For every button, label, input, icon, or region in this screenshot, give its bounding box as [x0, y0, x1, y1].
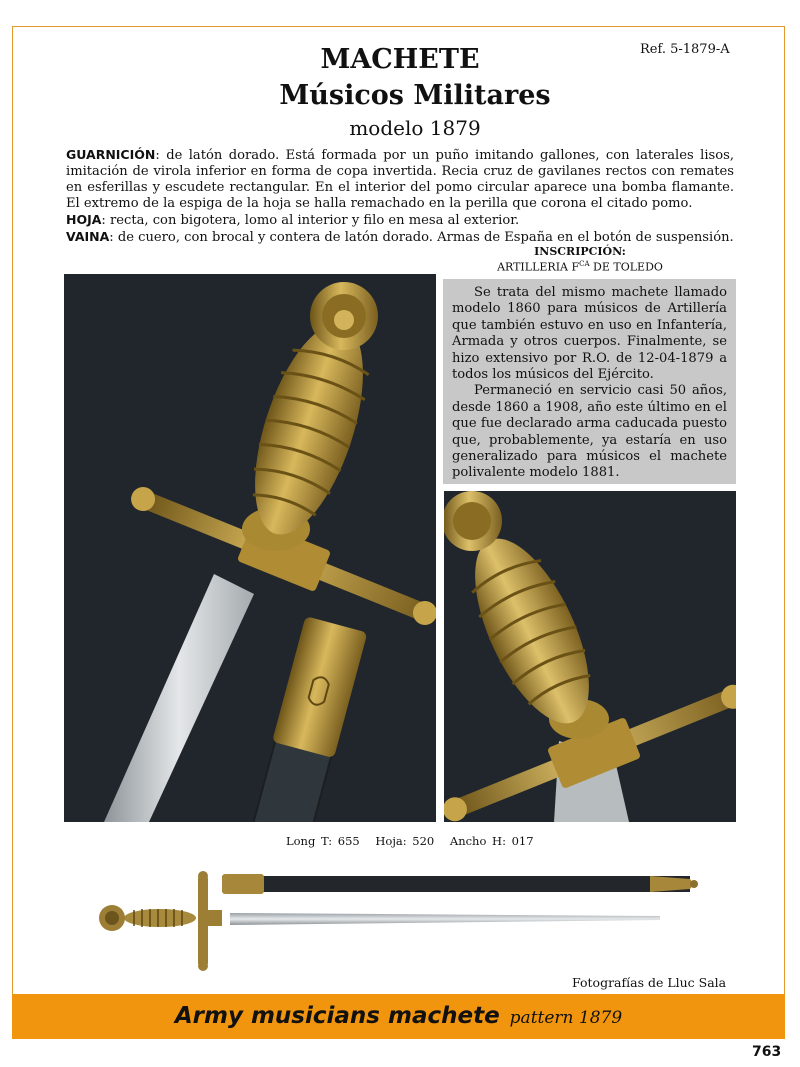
page-subtitle: Músicos Militares	[279, 80, 551, 111]
banner-subtitle: pattern 1879	[509, 1008, 623, 1028]
vaina-label: VAINA	[66, 229, 110, 244]
hoja-label: HOJA	[66, 212, 102, 227]
english-title-banner	[12, 994, 785, 1039]
reference-code: Ref. 5-1879-A	[640, 42, 730, 57]
description	[66, 147, 734, 246]
inscription-text: ARTILLERIA $F^{CA}$ DE TOLEDO	[497, 260, 663, 274]
guarnicion-paragraph	[66, 147, 734, 212]
inscription-label: INSCRIPCIÓN:	[534, 245, 626, 258]
guarnicion-label: GUARNICIÓN	[66, 147, 156, 162]
full-sword-photo	[90, 862, 710, 976]
page-number: 763	[752, 1044, 782, 1060]
hilt-photo-large	[64, 274, 436, 822]
dimension-blade: Hoja: 520	[375, 834, 435, 848]
note-paragraph-2: Permaneció en servicio casi 50 años, desde 1860 a 1908, año este último en el que fue declarado arma caducada puesto que, probablemente, ya estaría en uso generalizado para músicos el machete polivalente modelo 1881.	[452, 383, 727, 481]
dimensions	[286, 834, 544, 848]
hoja-paragraph	[66, 212, 734, 229]
note-paragraph-1: Se trata del mismo machete llamado modelo 1860 para músicos de Artillería que también estuvo en uso en Infantería, Armada y otros cuerpos. Finalmente, se hizo extensivo por R.O. de 12-04-1879 a todos los músicos del Ejército.	[452, 285, 727, 383]
history-note	[443, 279, 736, 484]
hoja-text: : recta, con bigotera, lomo al interior y filo en mesa al exterior.	[101, 213, 520, 228]
model-year: modelo 1879	[349, 116, 481, 140]
dimension-length: Long T: 655	[286, 834, 360, 848]
dimension-width: Ancho H: 017	[449, 834, 534, 848]
banner-title: Army musicians machete	[174, 1003, 500, 1029]
guarnicion-text: : de latón dorado. Está formada por un puño imitando gallones, con laterales lisos, imitación de virola inferior en forma de copa invertida. Recia cruz de gavilanes rectos con remates en esferillas y escudete rectangular. En el interior del pomo circular aparece una bomba flamante. El extremo de la espiga de la hoja se halla remachado en la perilla que corona el citado pomo.	[66, 148, 734, 211]
vaina-paragraph	[66, 229, 734, 246]
vaina-text: : de cuero, con brocal y contera de latón dorado. Armas de España en el botón de suspensión.	[109, 230, 734, 245]
hilt-photo-detail	[444, 491, 736, 822]
page-title: MACHETE	[320, 44, 480, 75]
photo-credit: Fotografías de Lluc Sala	[572, 975, 727, 990]
